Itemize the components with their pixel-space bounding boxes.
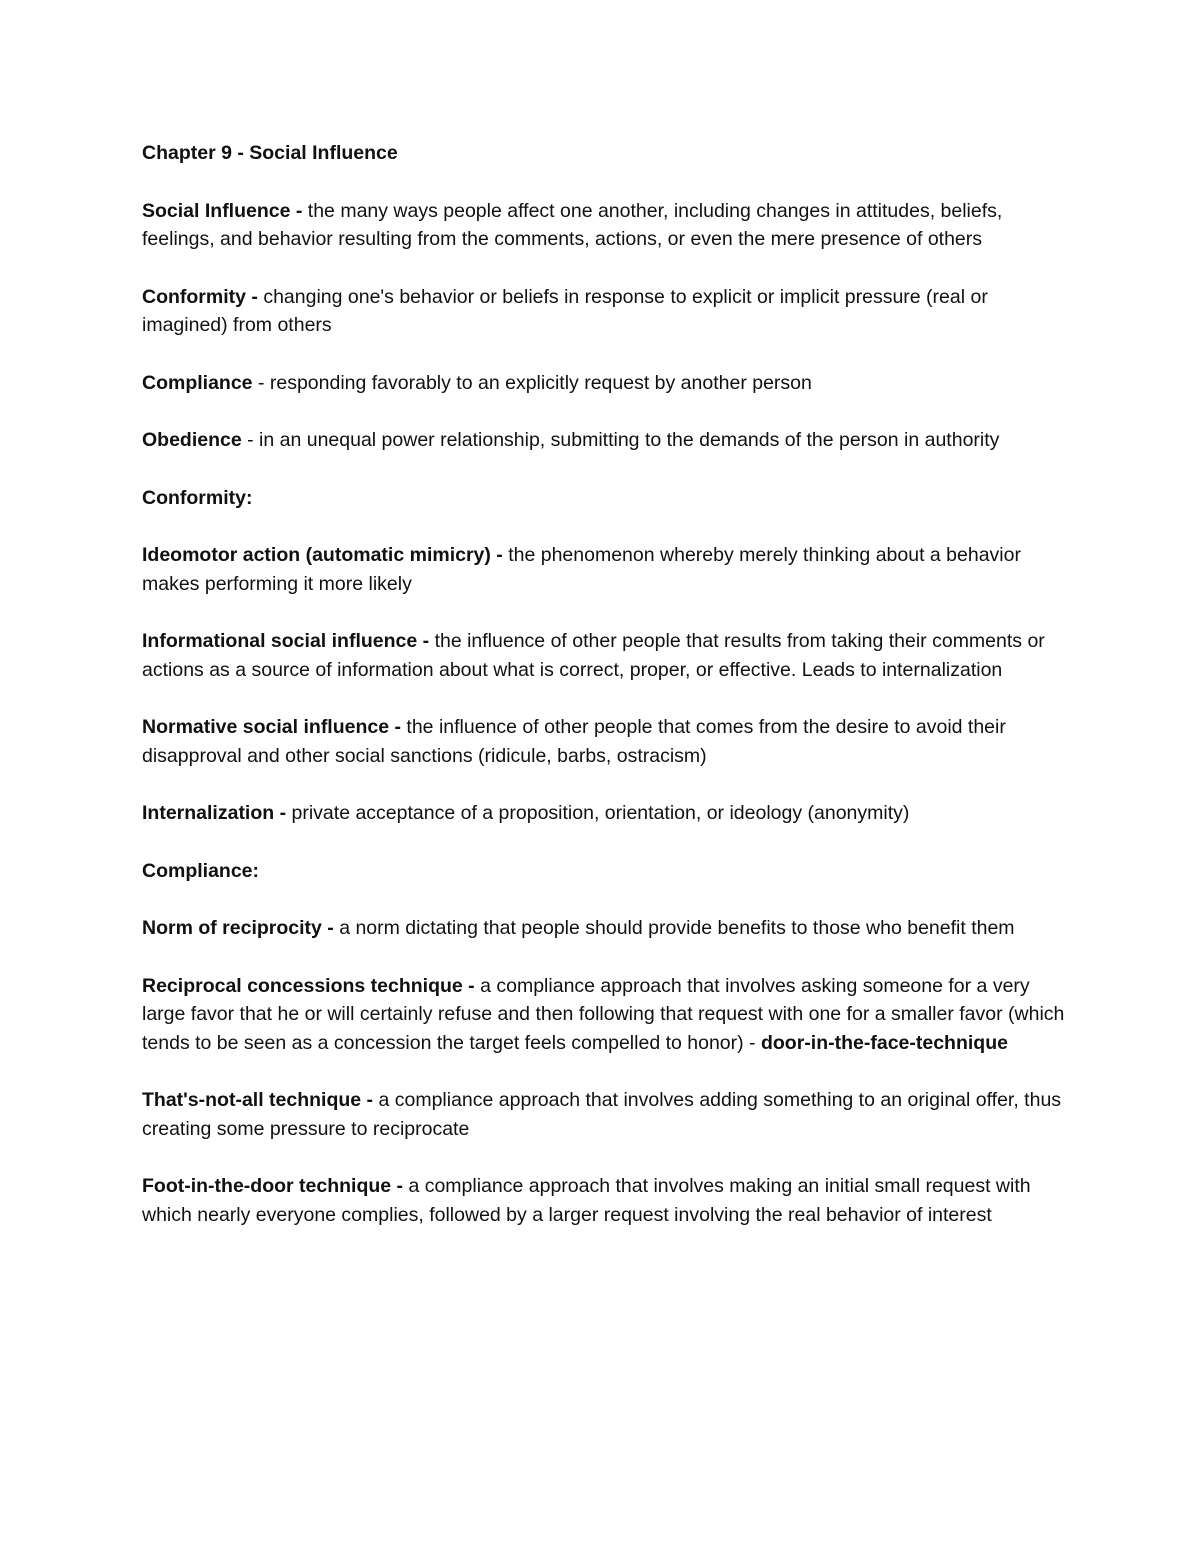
definition-entry — [142, 972, 1067, 1058]
definition-foot-in-the-door-technique: a compliance approach that involves making an initial small request with which nearly everyone complies, followed by a larger request involving the real behavior of interest — [142, 1175, 1031, 1226]
term-compliance: Compliance — [142, 371, 253, 394]
definition-entry — [142, 369, 1067, 398]
chapter-title: Chapter 9 - Social Influence — [142, 142, 398, 164]
term-internalization: Internalization - — [142, 802, 292, 824]
definition-informational-social-influence: the influence of other people that results from taking their comments or actions as a source of information about what is correct, proper, or effective. Leads to internalization — [142, 630, 1045, 681]
document-body — [142, 139, 1067, 1258]
definition-norm-of-reciprocity: a norm dictating that people should provide benefits to those who benefit them — [339, 917, 1015, 939]
definition-entry — [142, 799, 1067, 828]
term-normative-social-influence: Normative social influence - — [142, 716, 407, 738]
definition-entry — [142, 426, 1067, 455]
term-reciprocal-concessions-technique: Reciprocal concessions technique - — [142, 974, 481, 997]
definition-compliance: - responding favorably to an explicitly request by another person — [252, 371, 812, 394]
definition-social-influence: the many ways people affect one another, including changes in attitudes, beliefs, feelings, and behavior resulting from the comments, actions, or even the mere presence of others — [142, 199, 1003, 250]
definition-entry — [142, 1172, 1067, 1229]
definition-entry — [142, 541, 1067, 598]
term-thats-not-all-technique: That's-not-all technique - — [142, 1089, 379, 1111]
definition-entry — [142, 1086, 1067, 1143]
definition-internalization: private acceptance of a proposition, orientation, or ideology (anonymity) — [291, 802, 910, 824]
term-ideomotor-action: Ideomotor action (automatic mimicry) - — [142, 544, 509, 566]
term-door-in-the-face-technique: door-in-the-face-technique — [760, 1031, 1008, 1054]
definition-reciprocal-concessions-technique: a compliance approach that involves asking someone for a very large favor that he or will certainly refuse and then following that request with one for a smaller favor (which tends to be seen as a concession the target feels compelled to honor) - — [142, 974, 1065, 1054]
term-social-influence: Social Influence - — [142, 199, 308, 222]
definition-conformity: changing one's behavior or beliefs in response to explicit or implicit pressure (real or imagined) from others — [142, 285, 988, 336]
definition-entry — [142, 627, 1067, 684]
definition-entry — [142, 283, 1067, 340]
term-conformity: Conformity - — [142, 285, 264, 308]
definition-entry — [142, 914, 1067, 943]
term-obedience: Obedience — [142, 429, 242, 451]
definition-entry — [142, 713, 1067, 770]
definition-normative-social-influence: the influence of other people that comes from the desire to avoid their disapproval and other social sanctions (ridicule, barbs, ostracism) — [142, 716, 1006, 767]
definition-entry — [142, 197, 1067, 254]
section-heading-conformity: Conformity: — [142, 486, 253, 509]
definition-obedience: - in an unequal power relationship, submitting to the demands of the person in authority — [241, 429, 1000, 451]
term-foot-in-the-door-technique: Foot-in-the-door technique - — [142, 1175, 409, 1197]
section-heading-compliance: Compliance: — [142, 859, 260, 882]
definition-thats-not-all-technique: a compliance approach that involves adding something to an original offer, thus creating some pressure to reciprocate — [142, 1089, 1062, 1140]
term-informational-social-influence: Informational social influence - — [142, 630, 435, 652]
definition-ideomotor-action: the phenomenon whereby merely thinking about a behavior makes performing it more likely — [142, 544, 1021, 595]
term-norm-of-reciprocity: Norm of reciprocity - — [142, 917, 340, 939]
